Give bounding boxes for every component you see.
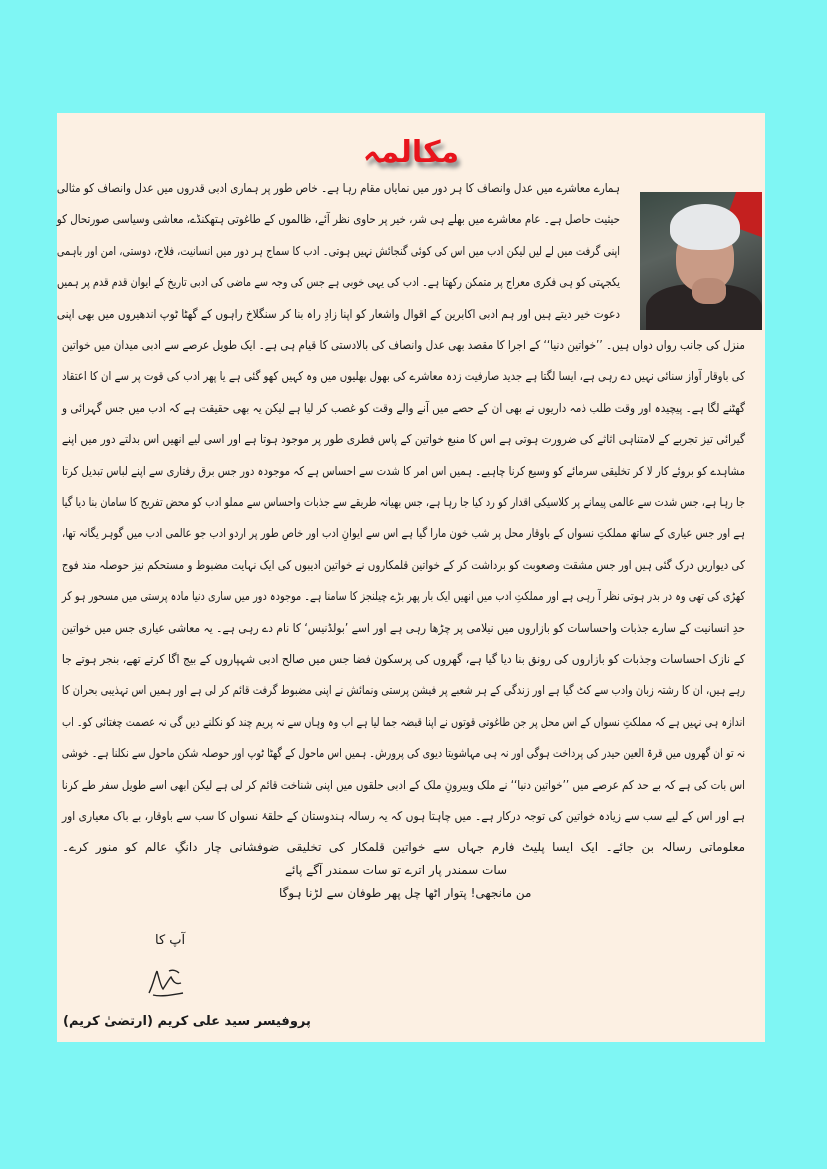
body-line: رہے ہیں، ان کا رشتہ زبان وادب سے کٹ گیا ہے اور زندگی کے ہر شعبے پر فیشن پرستی ونمائش نے اپنی مضبوط گرفت قائم کر لی ہے اور ہمیں اس تہذیبی بحران کا xyxy=(61,683,745,698)
body-line: گیرائی تیز تجربے کے لامتناہی اثاثے کی ضرورت ہوتی ہے اس کا منبع خواتین کے پاس فطری طور پر موجود ہوتا ہے اور اسی لیے انھیں اس بدلتے دور میں اپنے xyxy=(61,432,745,447)
body-line: حیثیت حاصل ہے۔ عام معاشرے میں بھلے ہی شر، خیر پر حاوی نظر آئے، ظالموں کے طاغوتی ہتھکنڈے، معاشی وسیاسی صورتحال کو xyxy=(56,212,621,227)
poem-line-2: من مانجھی! پتوار اٹھا چل پھر طوفان سے لڑنا ہوگا xyxy=(279,886,532,900)
body-line: ہے اور جس عیاری کے ساتھ مملکتِ نسواں کے باوقار محل پر شب خون مارا گیا ہے اس سے ایوانِ ادب اور خاص طور پر اردو ادب جو عالمی ادب میں گوہر یگانہ تھا، xyxy=(62,526,745,541)
body-line: حدِ انسانیت کے سارے جذبات واحساسات کو بازاروں میں نیلامی پر چڑھا رہی ہے اور اسے ’بولڈنیس‘ کا نام دے رہی ہے۔ یہ معاشی عیاری جس میں خواتین xyxy=(61,620,746,635)
body-line: کے نازک احساسات وجذبات کو بازاروں کی رونق بنا دیا گیا ہے، گھروں کی پرسکون فضا جس میں صالح ادبی شہپاروں کے بیج اگا کرتے تھے، بنجر ہوتے جا xyxy=(61,652,746,666)
author-photo xyxy=(640,192,762,330)
page-title: مکالمہ xyxy=(362,135,460,170)
editorial-page xyxy=(57,113,765,1042)
poem-line-1: سات سمندر پار اترے تو سات سمندر آگے پائے xyxy=(285,863,508,877)
body-line: مشاہدے کو بروئے کار لا کر تخلیقی سرمائے کو وسیع کرنا چاہیے۔ ہمیں اس امر کا شدت سے احساس ہے کہ موجودہ دور جس برق رفتاری سے اپنے لباس تبدیل کرتا xyxy=(61,463,745,478)
body-line: ہمارے معاشرے میں عدل وانصاف کا ہر دور میں نمایاں مقام رہا ہے۔ خاص طور پر ہماری ادبی قدروں میں عدل وانصاف کو مثالی xyxy=(56,181,620,195)
body-line: کی باوقار آواز سنائی نہیں دے رہی ہے، ایسا لگتا ہے جدید صارفیت زدہ معاشرے کی بھول بھلیوں میں وہ کہیں کھو گئی ہے یا پھر ادب کی قوت پر سے ان کا اعتقاد xyxy=(62,369,745,384)
signature-image xyxy=(141,965,191,1001)
body-line: جا رہا ہے، جس شدت سے عالمی پیمانے پر کلاسیکی اقدار کو رد کیا جا رہا ہے، جس بھیانہ طریقے سے جذبات واحساس سے مملو ادب کو محض تفریح کا سامان بنا دیا گیا xyxy=(61,495,746,509)
body-line: معلوماتی رسالہ بن جائے۔ ایک ایسا پلیٹ فارم جہاں سے خواتین قلمکار کی تخلیقی ضوفشانی چار دانگِ عالم کو منور کرے۔ xyxy=(62,840,745,855)
body-line: اپنی گرفت میں لے لیں لیکن ادب میں اس کی کوئی گنجائش نہیں ہوتی۔ ادب کا سماج ہر دور میں انسانیت، فلاح، دوستی، امن اور باہمی xyxy=(56,243,620,258)
author-name: پروفیسر سید علی کریم (ارتضیٰ کریم) xyxy=(63,1014,311,1029)
body-line: اس بات کی ہے کہ بے حد کم عرصے میں ’’خواتین دنیا‘‘ نے ملک وبیرونِ ملک کے ادبی حلقوں میں اپنی شناخت قائم کر لی ہے لیکن ابھی اسے طویل سفر طے کرنا xyxy=(61,777,745,792)
body-line: کھڑی کی تھی وہ در بدر ہوتی نظر آ رہی ہے اور مملکتِ ادب میں انھیں ایک بار پھر بڑے چیلنجز کا سامنا ہے۔ موجودہ دور میں ساری دنیا مادہ پرستی میں مسحور ہو کر xyxy=(61,589,746,604)
closing-text: آپ کا xyxy=(155,933,186,948)
body-line: اندازہ ہی نہیں ہے کہ مملکتِ نسواں کے اس محل پر جن طاغوتی قوتوں نے اپنا قبضہ جما لیا ہے اب وہ وہاں سے نہ پریم چند کو نکلنے دیں گی نہ عصمت چغتائی کو۔ اب xyxy=(62,714,745,729)
body-line: ہے اور اس کے لیے سب سے زیادہ خواتین کی توجہ درکار ہے۔ میں چاہتا ہوں کہ یہ رسالہ ہندوستان کے حلقۂ نسواں کا سب سے باوقار، بے باک معیاری اور xyxy=(62,809,745,823)
body-line: کی دیواریں درک گئی ہیں اور جس مشقت وصعوبت کو برداشت کر کے خواتین قلمکاروں نے خواتین ادیبوں کی ایک نہایت مضبوط و مستحکم نیز حوصلہ مند فوج xyxy=(61,557,745,572)
body-line: یکجہتی کو ہی فکری معراج پر متمکن رکھتا ہے۔ ادب کی یہی خوبی ہے جس کی وجہ سے ماضی کی ادبی تاریخ کے ایوان قدم قدم پر ہمیں xyxy=(57,275,620,290)
body-line: گھٹنے لگا ہے۔ پیچیدہ اور وقت طلب ذمہ داریوں نے بھی ان کے حصے میں آنے والے وقت کو غصب کر لیا ہے لیکن یہ بھی حقیقت ہے کہ ادب میں جس گہرائی و xyxy=(62,400,745,415)
body-line: منزل کی جانب رواں دواں ہیں۔ ’’خواتین دنیا‘‘ کے اجرا کا مقصد بھی عدل وانصاف کی بالادستی کا قیام ہی ہے۔ ایک طویل عرصے سے ادبی میدان میں خواتین xyxy=(61,338,745,352)
body-line: دعوت خیر دیتے ہیں اور ہم ادبی اکابرین کے اقوال واشعار کو اپنا زادِ راہ بنا کر سنگلاخ راہوں کے گھٹا ٹوپ اندھیروں میں بھی اپنی xyxy=(56,306,621,321)
body-line: نہ تو ان گھروں میں قرۃ العین حیدر کی پرداخت ہوگی اور نہ ہی مہاشویتا دیوی کی پرورش۔ ہمیں اس ماحول کے گھٹا ٹوپ اور حوصلہ شکن ماحول سے نکلنا ہے۔ خوشی xyxy=(61,746,746,761)
